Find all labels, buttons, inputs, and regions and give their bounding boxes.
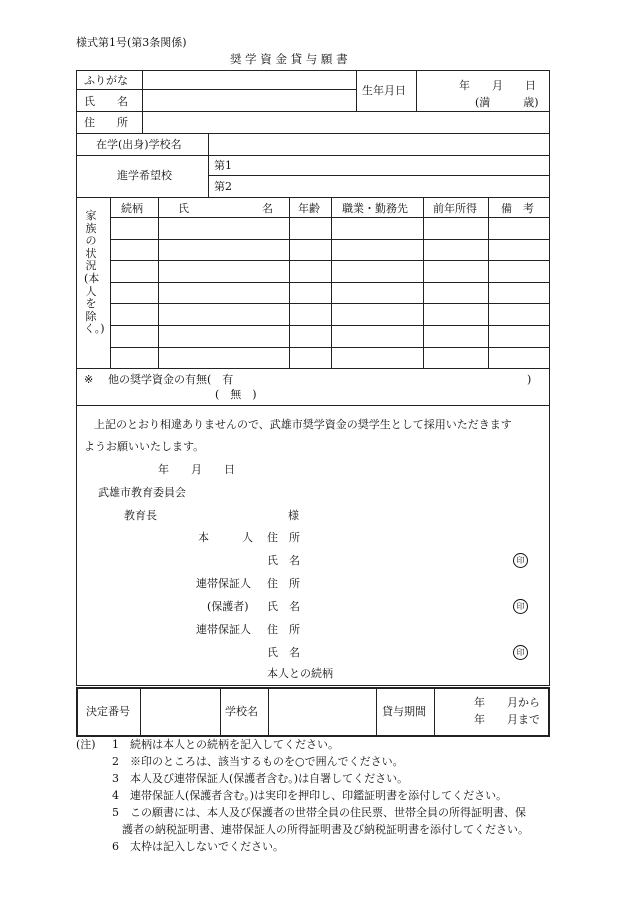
education-board: 武雄市教育委員会 bbox=[98, 486, 186, 499]
furigana-label: ふりがな bbox=[84, 74, 128, 87]
asterisk-mark: ※ bbox=[84, 373, 94, 386]
note-item: 1 続柄は本人との続柄を記入してください。 bbox=[112, 738, 339, 751]
school-name-label: 在学(出身)学校名 bbox=[96, 138, 182, 151]
note-item: 3 本人及び連帯保証人(保護者含む。)は自署してください。 bbox=[112, 772, 409, 785]
guardian-label: (保護者) bbox=[207, 600, 249, 613]
note-item: 4 連帯保証人(保護者含む。)は実印を押印し、印鑑証明書を添付してください。 bbox=[112, 789, 508, 802]
notes-prefix: (注) bbox=[76, 738, 96, 751]
guarantor-1-seal-mark: 印 bbox=[513, 599, 528, 614]
desired-school-first: 第1 bbox=[214, 159, 232, 172]
guarantor-1-name-label: 氏 名 bbox=[267, 600, 300, 613]
birthdate-label: 生年月日 bbox=[362, 84, 406, 97]
age-value: (満 歳) bbox=[475, 96, 539, 109]
name-label: 氏 名 bbox=[84, 95, 128, 108]
column-name-left: 氏 bbox=[178, 202, 189, 215]
column-name-right: 名 bbox=[262, 202, 273, 215]
desired-school-label: 進学希望校 bbox=[117, 169, 172, 182]
guarantor-1-address-label: 住 所 bbox=[267, 577, 300, 590]
guarantor-2-address-label: 住 所 bbox=[267, 623, 300, 636]
note-item: 5 この願書には、本人及び保護者の世帯全員の住民票、世帯全員の所得証明書、保 bbox=[112, 806, 526, 819]
application-date: 年 月 日 bbox=[158, 463, 235, 476]
family-status-vertical-label: 家族の状況(本人を除く。) bbox=[84, 209, 105, 336]
other-scholarship-label: 他の奨学資金の有無( 有 bbox=[108, 373, 234, 386]
loan-period-to: 年 月まで bbox=[474, 713, 540, 726]
other-scholarship-paren: ) bbox=[527, 373, 532, 386]
superintendent-label: 教育長 bbox=[124, 509, 157, 522]
address-label: 住 所 bbox=[84, 116, 128, 129]
guarantor-2-label: 連帯保証人 bbox=[196, 623, 251, 636]
self-seal-mark: 印 bbox=[513, 553, 528, 568]
form-number: 様式第1号(第3条関係) bbox=[76, 36, 187, 49]
other-scholarship-none: ( 無 ) bbox=[215, 388, 257, 401]
guarantor-2-seal-mark: 印 bbox=[513, 645, 528, 660]
self-address-label: 住 所 bbox=[267, 531, 300, 544]
guarantor-1-label: 連帯保証人 bbox=[196, 577, 251, 590]
sama-label: 様 bbox=[288, 509, 299, 522]
column-age: 年齢 bbox=[298, 202, 320, 215]
guarantor-2-name-label: 氏 名 bbox=[267, 646, 300, 659]
statement-line-1: 上記のとおり相違ありませんので、武雄市奨学資金の奨学生として採用いただきます bbox=[94, 418, 512, 431]
note-item: 6 太枠は記入しないでください。 bbox=[112, 840, 284, 853]
form-title: 奨 学 資 金 貸 与 願 書 bbox=[230, 52, 348, 66]
decision-school-label: 学校名 bbox=[225, 705, 258, 718]
self-name-label: 氏 名 bbox=[267, 554, 300, 567]
note-item: 2 ※印のところは、該当するものを○で囲んでください。 bbox=[112, 755, 404, 768]
desired-school-second: 第2 bbox=[214, 180, 232, 193]
decision-number-label: 決定番号 bbox=[86, 705, 130, 718]
note-item: 護者の納税証明書、連帯保証人の所得証明書及び納税証明書を添付してください。 bbox=[122, 823, 529, 836]
column-income: 前年所得 bbox=[433, 202, 477, 215]
relation-to-applicant-label: 本人との続柄 bbox=[267, 667, 333, 680]
column-remarks: 備 考 bbox=[501, 202, 534, 215]
loan-period-label: 貸与期間 bbox=[382, 705, 426, 718]
column-relation: 続柄 bbox=[121, 202, 143, 215]
statement-line-2: ようお願いいたします。 bbox=[84, 440, 205, 453]
loan-period-from: 年 月から bbox=[474, 696, 540, 709]
birthdate-value: 年 月 日 bbox=[459, 79, 536, 92]
self-label: 本 人 bbox=[198, 531, 253, 544]
column-job: 職業・勤務先 bbox=[342, 202, 408, 215]
